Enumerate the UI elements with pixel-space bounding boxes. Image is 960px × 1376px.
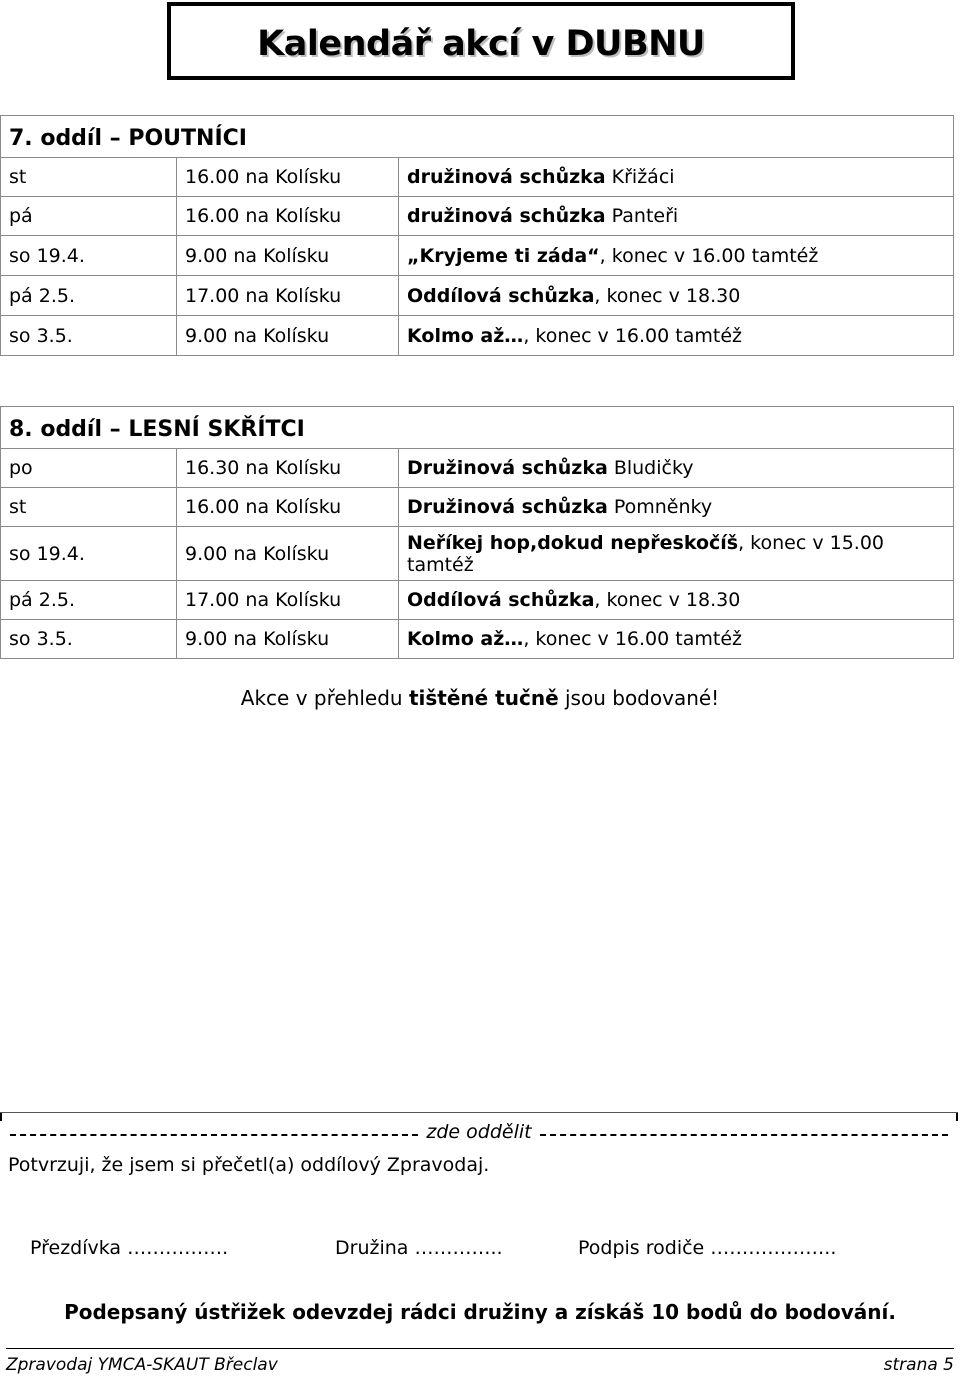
row-desc: Oddílová schůzka, konec v 18.30	[399, 581, 954, 620]
row-desc: Družinová schůzka Bludičky	[399, 449, 954, 488]
row-day: st	[1, 488, 177, 527]
row-time: 16.30 na Kolísku	[177, 449, 399, 488]
table-row	[1, 527, 954, 581]
row-time: 9.00 na Kolísku	[177, 236, 399, 276]
row-time: 9.00 na Kolísku	[177, 620, 399, 659]
oddil8-heading: 8. oddíl – LESNÍ SKŘÍTCI	[1, 407, 954, 449]
title-box	[167, 2, 795, 80]
dash-right	[540, 1134, 948, 1136]
row-desc: Neříkej hop,dokud nepřeskočíš, konec v 15.00 tamtéž	[399, 527, 954, 581]
sign-nickname: Přezdívka …………….	[30, 1237, 229, 1259]
row-desc: družinová schůzka Křižáci	[399, 158, 954, 197]
row-time: 9.00 na Kolísku	[177, 316, 399, 356]
table-row	[1, 488, 954, 527]
row-desc: Kolmo až…, konec v 16.00 tamtéž	[399, 620, 954, 659]
table-row	[1, 581, 954, 620]
footer-right: strana 5	[883, 1355, 954, 1375]
table-row	[1, 276, 954, 316]
cut-tick-left	[0, 1113, 2, 1121]
row-day: pá 2.5.	[1, 581, 177, 620]
row-day: pá 2.5.	[1, 276, 177, 316]
cut-line	[0, 1112, 958, 1143]
sign-parent: Podpis rodiče ………………..	[578, 1237, 837, 1259]
row-desc: družinová schůzka Panteři	[399, 197, 954, 236]
row-desc: Družinová schůzka Pomněnky	[399, 488, 954, 527]
table-row	[1, 236, 954, 276]
row-time: 16.00 na Kolísku	[177, 488, 399, 527]
row-time: 9.00 na Kolísku	[177, 527, 399, 581]
oddil7-heading: 7. oddíl – POUTNÍCI	[1, 116, 954, 158]
row-time: 17.00 na Kolísku	[177, 276, 399, 316]
oddil7-table	[0, 115, 954, 356]
row-time: 17.00 na Kolísku	[177, 581, 399, 620]
cut-tick-right	[956, 1113, 958, 1121]
row-time: 16.00 na Kolísku	[177, 158, 399, 197]
row-day: so 3.5.	[1, 620, 177, 659]
sign-group: Družina …………..	[335, 1237, 503, 1259]
footer	[6, 1348, 954, 1375]
table-row	[1, 620, 954, 659]
table-row	[1, 197, 954, 236]
table-row	[1, 449, 954, 488]
table-row	[1, 158, 954, 197]
confirm-text: Potvrzuji, že jsem si přečetl(a) oddílový Zpravodaj.	[8, 1154, 490, 1176]
row-day: so 3.5.	[1, 316, 177, 356]
row-desc: Oddílová schůzka, konec v 18.30	[399, 276, 954, 316]
table-row	[1, 316, 954, 356]
final-instruction: Podepsaný ústřižek odevzdej rádci družiny a získáš 10 bodů do bodování.	[64, 1300, 896, 1324]
page-title: Kalendář akcí v DUBNU	[257, 24, 705, 64]
oddil8-table	[0, 406, 954, 659]
cut-label: zde oddělit	[426, 1121, 532, 1143]
row-day: so 19.4.	[1, 236, 177, 276]
row-desc: „Kryjeme ti záda“, konec v 16.00 tamtéž	[399, 236, 954, 276]
footer-left: Zpravodaj YMCA-SKAUT Břeclav	[6, 1355, 278, 1375]
row-day: so 19.4.	[1, 527, 177, 581]
row-desc: Kolmo až…, konec v 16.00 tamtéž	[399, 316, 954, 356]
dash-left	[10, 1134, 418, 1136]
row-time: 16.00 na Kolísku	[177, 197, 399, 236]
row-day: st	[1, 158, 177, 197]
row-day: pá	[1, 197, 177, 236]
points-note: Akce v přehledu tištěné tučně jsou bodované!	[240, 686, 720, 710]
row-day: po	[1, 449, 177, 488]
